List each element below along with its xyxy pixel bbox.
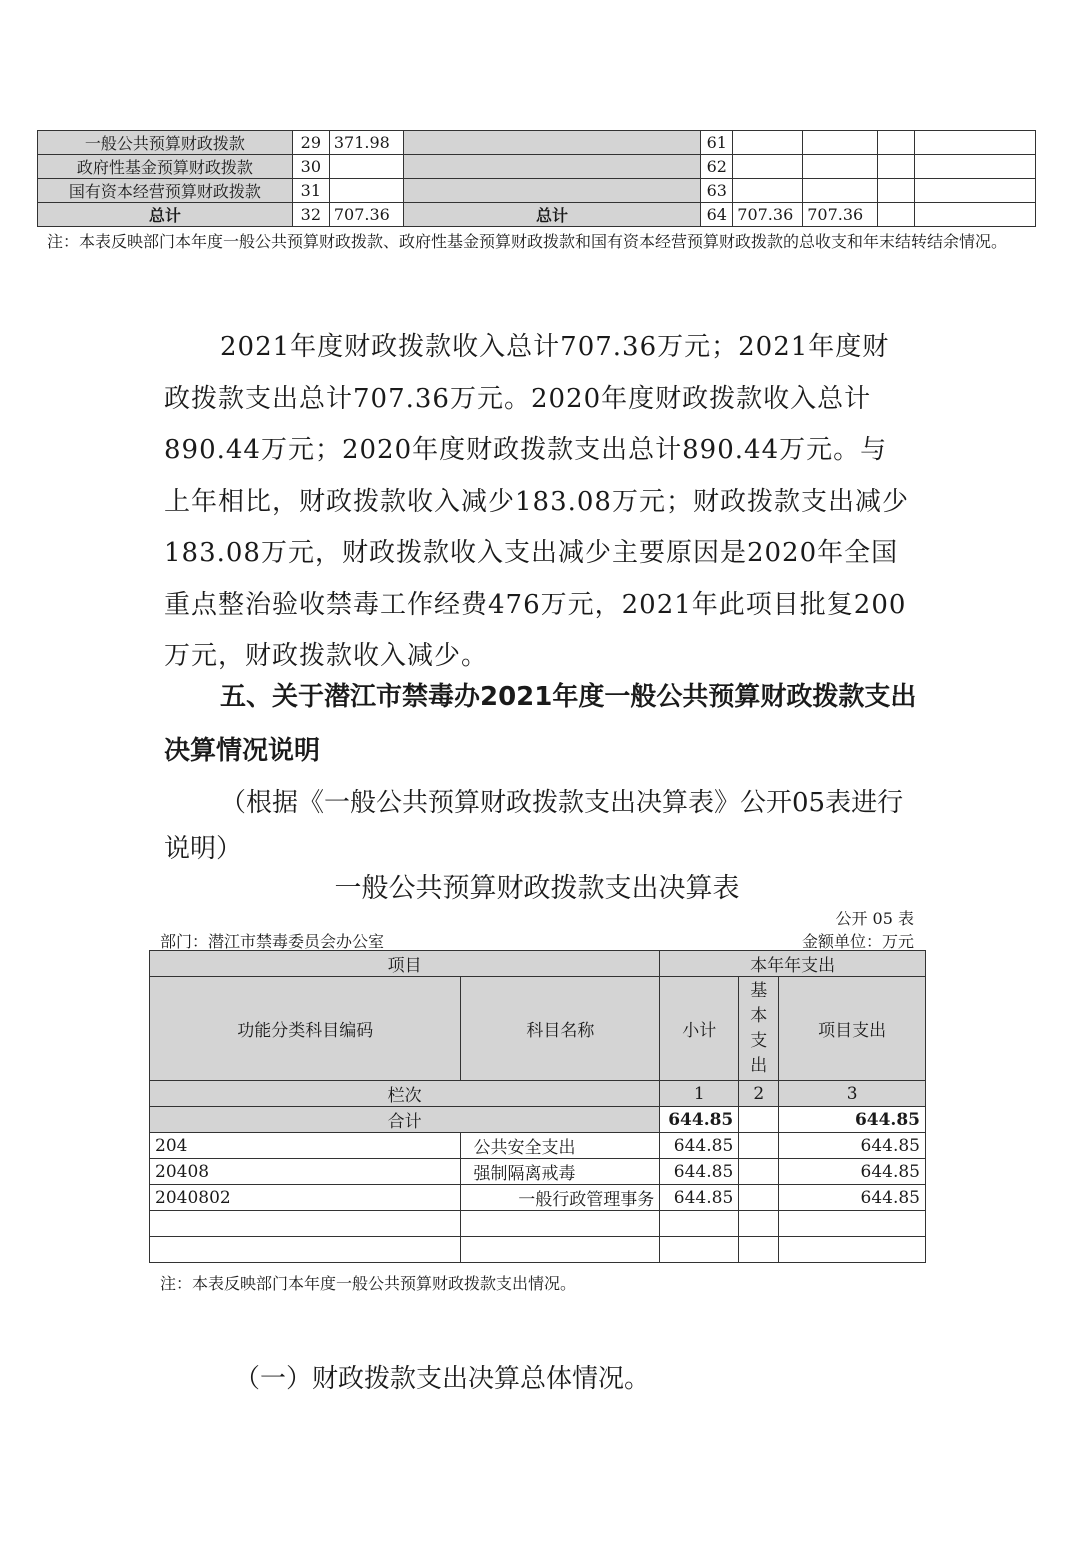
row-no: 31 — [292, 179, 329, 203]
total-value — [878, 203, 915, 227]
income-expense-table — [37, 130, 1036, 227]
col-index-label: 栏次 — [150, 1081, 660, 1107]
subsection-heading: （一）财政拨款支出决算总体情况。 — [234, 1364, 651, 1394]
row-value — [915, 155, 1036, 179]
header-row — [150, 951, 926, 977]
paragraph-text: 2021年度财政拨款收入总计707.36万元；2021年度财政拨款支出总计707.36万元。2020年度财政拨款收入总计890.44万元；2020年度财政拨款支出总计890.44万元。与上年相比，财政拨款收入减少183.08万元；财政拨款支出减少183.08万元，财政拨款收入支出减少主要原因是2020年全国重点整治验收禁毒工作经费476万元，2021年此项目批复200万元，财政拨款收入减少。 — [164, 332, 909, 671]
header-current: 本年年支出 — [660, 951, 926, 977]
row-value — [733, 131, 803, 155]
row-project-exp — [779, 1237, 926, 1263]
row-no: 30 — [292, 155, 329, 179]
row-project-exp: 644.85 — [779, 1159, 926, 1185]
row-subtotal: 644.85 — [660, 1133, 739, 1159]
row-value — [733, 179, 803, 203]
row-name: 一般行政管理事务 — [461, 1185, 660, 1211]
row-label-right — [403, 131, 700, 155]
table-row — [38, 131, 1036, 155]
table-row — [38, 155, 1036, 179]
row-subtotal: 644.85 — [660, 1159, 739, 1185]
total-project-exp: 644.85 — [779, 1107, 926, 1133]
row-subtotal — [660, 1237, 739, 1263]
unit-label: 金额单位：万元 — [801, 932, 914, 951]
table-row — [150, 1211, 926, 1237]
col-index-1: 1 — [660, 1081, 739, 1107]
row-basic — [739, 1211, 779, 1237]
row-value — [878, 155, 915, 179]
total-label: 总计 — [38, 203, 293, 227]
row-code — [150, 1211, 461, 1237]
row-basic — [739, 1185, 779, 1211]
table-note: 注：本表反映部门本年度一般公共预算财政拨款、政府性基金预算财政拨款和国有资本经营预算财政拨款的总收支和年末结转结余情况。 — [47, 232, 1008, 251]
table-row — [150, 1133, 926, 1159]
total-value — [915, 203, 1036, 227]
table-note: 注：本表反映部门本年度一般公共预算财政拨款支出情况。 — [160, 1274, 577, 1293]
row-label-right — [403, 155, 700, 179]
total-row — [150, 1107, 926, 1133]
row-project-exp: 644.85 — [779, 1133, 926, 1159]
row-value — [803, 179, 878, 203]
row-name — [461, 1211, 660, 1237]
row-value — [733, 155, 803, 179]
table-code: 公开 05 表 — [835, 909, 914, 928]
expenditure-table — [149, 950, 926, 1263]
header-subject-name: 科目名称 — [461, 977, 660, 1081]
table-row — [150, 1159, 926, 1185]
row-name: 公共安全支出 — [461, 1133, 660, 1159]
table-total-row — [38, 203, 1036, 227]
row-value — [803, 131, 878, 155]
row-code: 2040802 — [150, 1185, 461, 1211]
row-code: 204 — [150, 1133, 461, 1159]
header-row — [150, 977, 926, 1081]
row-label: 一般公共预算财政拨款 — [38, 131, 293, 155]
row-label: 政府性基金预算财政拨款 — [38, 155, 293, 179]
row-name — [461, 1237, 660, 1263]
total-label-right: 总计 — [403, 203, 700, 227]
row-subtotal: 644.85 — [660, 1185, 739, 1211]
header-basic — [739, 977, 779, 1081]
total-label: 合计 — [150, 1107, 660, 1133]
row-amount: 371.98 — [329, 131, 403, 155]
total-value: 707.36 — [733, 203, 803, 227]
department-label: 部门：潜江市禁毒委员会办公室 — [160, 932, 385, 951]
body-paragraph — [164, 322, 914, 683]
header-basic-text: 基本支出 — [750, 980, 768, 1076]
total-value: 707.36 — [803, 203, 878, 227]
row-amount — [329, 179, 403, 203]
row-amount — [329, 155, 403, 179]
row-value — [878, 179, 915, 203]
table-row — [150, 1237, 926, 1263]
row-basic — [739, 1133, 779, 1159]
section-heading — [164, 670, 924, 778]
row-project-exp: 644.85 — [779, 1185, 926, 1211]
row-value — [878, 131, 915, 155]
col-index-2: 2 — [739, 1081, 779, 1107]
header-project: 项目 — [150, 951, 660, 977]
row-code — [150, 1237, 461, 1263]
section-basis — [164, 780, 924, 872]
table-row — [38, 179, 1036, 203]
row-project-exp — [779, 1211, 926, 1237]
header-subtotal: 小计 — [660, 977, 739, 1081]
row-value — [803, 155, 878, 179]
col-index-3: 3 — [779, 1081, 926, 1107]
row-subtotal — [660, 1211, 739, 1237]
table-title: 一般公共预算财政拨款支出决算表 — [334, 873, 740, 904]
row-code: 20408 — [150, 1159, 461, 1185]
row-name: 强制隔离戒毒 — [461, 1159, 660, 1185]
row-value — [915, 131, 1036, 155]
row-no-right: 62 — [701, 155, 733, 179]
row-no-right: 61 — [701, 131, 733, 155]
column-index-row — [150, 1081, 926, 1107]
row-no-right: 63 — [701, 179, 733, 203]
header-project-exp: 项目支出 — [779, 977, 926, 1081]
total-no-right: 64 — [701, 203, 733, 227]
row-basic — [739, 1237, 779, 1263]
row-basic — [739, 1159, 779, 1185]
row-no: 29 — [292, 131, 329, 155]
row-value — [915, 179, 1036, 203]
row-label: 国有资本经营预算财政拨款 — [38, 179, 293, 203]
section-basis-text: （根据《一般公共预算财政拨款支出决算表》公开05表进行说明） — [164, 788, 904, 864]
total-basic — [739, 1107, 779, 1133]
table-row — [150, 1185, 926, 1211]
row-label-right — [403, 179, 700, 203]
header-func-code: 功能分类科目编码 — [150, 977, 461, 1081]
section-heading-text: 五、关于潜江市禁毒办2021年度一般公共预算财政拨款支出决算情况说明 — [164, 682, 917, 766]
total-subtotal: 644.85 — [660, 1107, 739, 1133]
total-no: 32 — [292, 203, 329, 227]
total-amount: 707.36 — [329, 203, 403, 227]
